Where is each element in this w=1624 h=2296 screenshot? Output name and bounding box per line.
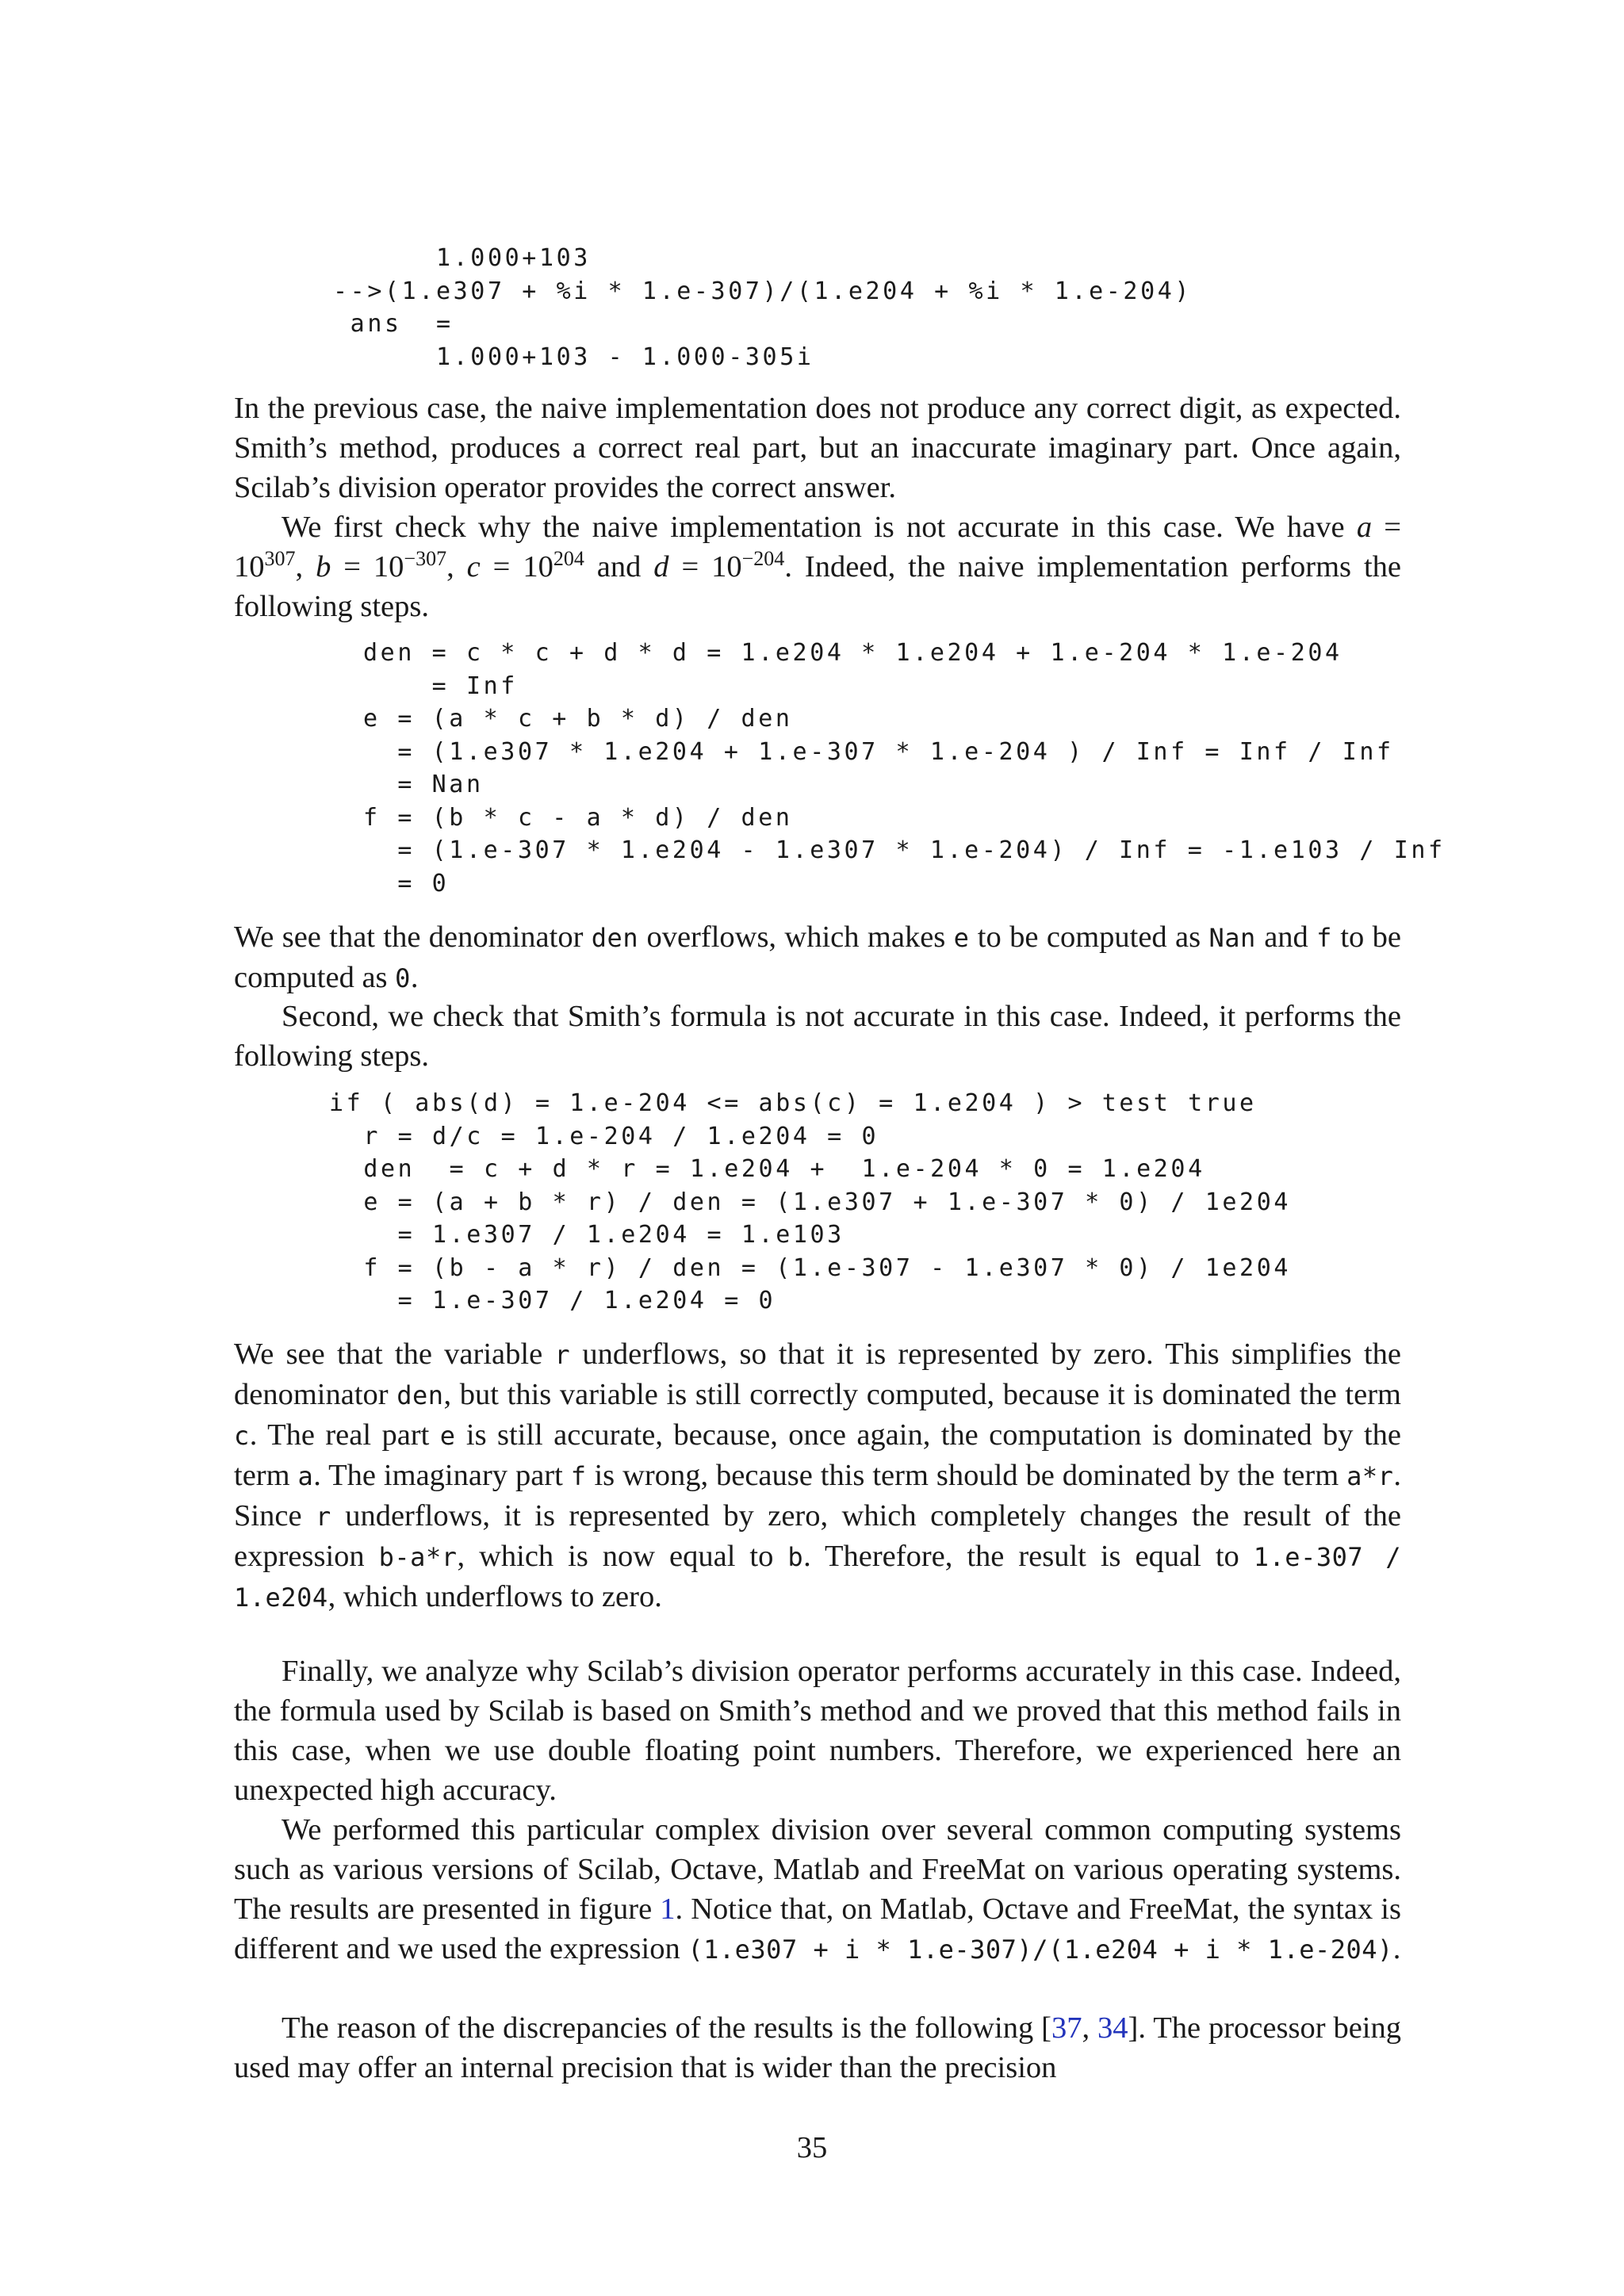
math-c: c xyxy=(466,550,481,584)
code-line: den = c + d * r = 1.e204 + 1.e-204 * 0 = 1.e204 xyxy=(329,1155,1205,1183)
code-block-1 xyxy=(333,242,1192,373)
paragraph-6: Finally, we analyze why Scilab’s division operator performs accurately in this case. Indeed, the formula used by Scilab is based on Smith’s method and we proved that this method fails in this case, when we use double floating point numbers. Therefore, we experienced here an unexpected high accuracy. xyxy=(234,1655,1401,1807)
page-number: 35 xyxy=(796,2131,828,2164)
code-line: = Nan xyxy=(363,771,484,798)
code-line: = 1.e307 / 1.e204 = 1.e103 xyxy=(329,1221,845,1249)
code-line: r = d/c = 1.e-204 / 1.e204 = 0 xyxy=(329,1122,879,1150)
paragraph-3: We see that the denominator den overflows, which makes e to be computed as Nan and f to be computed as 0. xyxy=(234,920,1401,994)
code-line: f = (b - a * r) / den = (1.e-307 - 1.e307 * 0) / 1e204 xyxy=(329,1253,1292,1282)
code-line: = Inf xyxy=(363,672,518,700)
paragraph-2: We first check why the naive implementation is not accurate in this case. We have $a = 10^{307}$, $b = 10^{-307}$, $c = 10^{204}$ and $d = 10^{-204}$. Indeed, the naive implementation performs the following steps. xyxy=(234,511,1402,623)
citation-link-34[interactable]: 34 xyxy=(1097,2011,1128,2045)
code-line: = (1.e-307 * 1.e204 - 1.e307 * 1.e-204) / Inf = -1.e103 / Inf xyxy=(363,836,1446,864)
paragraph-4: Second, we check that Smith’s formula is not accurate in this case. Indeed, it performs the following steps. xyxy=(234,1000,1401,1073)
code-block-2 xyxy=(363,637,1446,900)
code-line: 1.000+103 - 1.000-305i xyxy=(333,342,814,371)
math-a: a xyxy=(1356,511,1373,544)
code-line: = 1.e-307 / 1.e204 = 0 xyxy=(329,1287,776,1314)
code-line: den = c * c + d * d = 1.e204 * 1.e204 + 1.e-204 * 1.e-204 xyxy=(363,639,1342,667)
code-line: e = (a + b * r) / den = (1.e307 + 1.e-307 * 0) / 1e204 xyxy=(329,1188,1292,1216)
code-line: = (1.e307 * 1.e204 + 1.e-307 * 1.e-204 ) / Inf = Inf / Inf xyxy=(363,737,1394,766)
code-line: = 0 xyxy=(363,869,450,897)
code-line: -->(1.e307 + %i * 1.e-307)/(1.e204 + %i * 1.e-204) xyxy=(333,277,1193,305)
code-block-3 xyxy=(329,1087,1291,1318)
code-line: 1.000+103 xyxy=(333,244,591,272)
figure-reference-link[interactable]: 1 xyxy=(660,1892,676,1926)
paragraph-7: We performed this particular complex division over several common computing systems such as various versions of Scilab, Octave, Matlab and FreeMat on various operating systems. The results are presented in figure 1. Notice that, on Matlab, Octave and FreeMat, the syntax is different and we used the expression (1.e307 + i * 1.e-307)/(1.e204 + i * 1.e-204). xyxy=(234,1813,1401,1965)
code-line: f = (b * c - a * d) / den xyxy=(363,803,793,832)
code-line: e = (a * c + b * d) / den xyxy=(363,705,793,733)
code-line: ans = xyxy=(333,310,454,338)
math-b: b xyxy=(316,550,331,584)
paragraph-5: We see that the variable r underflows, so that it is represented by zero. This simplifies the denominator den, but this variable is still correctly computed, because it is dominated the term c. The real part e is still accurate, because, once again, the computation is dominated by the term a. The imaginary part f is wrong, because this term should be dominated by the term a*r. Since r underflows, it is represented by zero, which completely changes the result of the expression b-a*r, which is now equal to b. Therefore, the result is equal to 1.e-307 / 1.e204, which underflows to zero. xyxy=(234,1337,1402,1613)
code-line: if ( abs(d) = 1.e-204 <= abs(c) = 1.e204 ) > test true xyxy=(329,1089,1257,1117)
math-d: d xyxy=(653,550,669,584)
citation-link-37[interactable]: 37 xyxy=(1051,2011,1082,2045)
paragraph-8: The reason of the discrepancies of the results is the following [37, 34]. The processor being used may offer an internal precision that is wider than the precision xyxy=(234,2011,1401,2084)
paragraph-1: In the previous case, the naive implementation does not produce any correct digit, as expected. Smith’s method, produces a correct real part, but an inaccurate imaginary part. Once again, Scilab’s division operator provides the correct answer. xyxy=(234,392,1401,504)
